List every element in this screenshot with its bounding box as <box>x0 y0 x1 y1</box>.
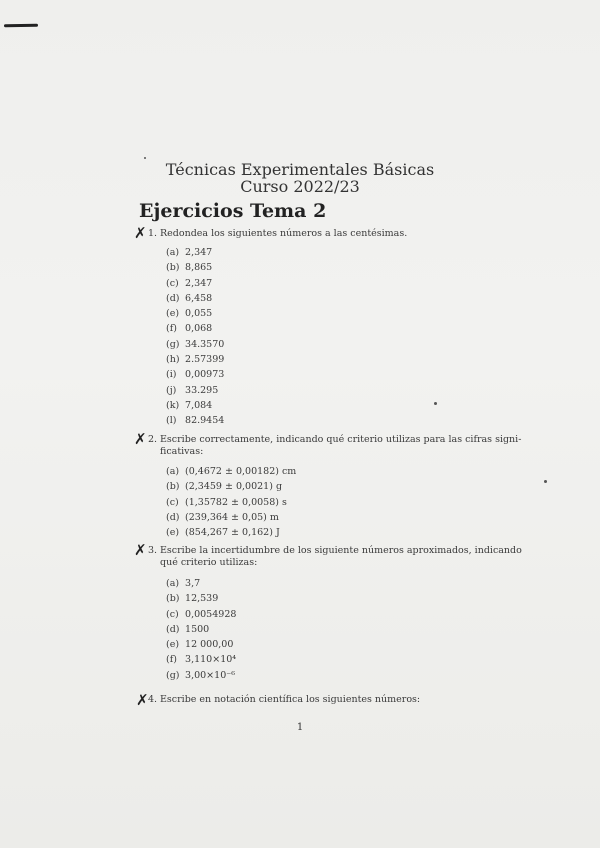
list-item: (a) (0,4672 ± 0,00182) cm <box>166 466 297 477</box>
exercise-1-items <box>166 245 224 429</box>
exercise-2-items <box>166 464 296 540</box>
course-year: Curso 2022/23 <box>240 177 360 196</box>
list-item: (c) (1,35782 ± 0,0058) s <box>166 496 287 508</box>
list-item: (g) 3,00×10⁻⁶ <box>166 669 236 681</box>
list-item: (j) 33.295 <box>166 384 219 396</box>
cross-mark-icon: ✗ <box>134 430 147 448</box>
list-item: (h) 2.57399 <box>166 354 225 366</box>
section-title: Ejercicios Tema 2 <box>139 200 327 222</box>
exercise-2-statement: 2. Escribe correctamente, indicando qué criterio utilizas para las cifras signi- ficativas: <box>148 434 522 457</box>
list-item: (b) 8,865 <box>166 262 213 274</box>
scan-speck <box>544 480 547 483</box>
cross-mark-icon: ✗ <box>134 224 147 242</box>
list-item: (f) 3,110×10⁴ <box>166 654 237 666</box>
list-item: (d) 6,458 <box>166 292 213 304</box>
page-number: 1 <box>296 722 304 733</box>
list-item: (g) 34.3570 <box>166 338 225 350</box>
list-item: (d) (239,364 ± 0,05) m <box>166 511 279 523</box>
list-item: (c) 0,0054928 <box>166 608 237 620</box>
list-item: (d) 1500 <box>166 623 210 635</box>
list-item: (e) 12 000,00 <box>166 639 234 651</box>
list-item: (i) 0,00973 <box>166 369 225 381</box>
list-item: (a) 3,7 <box>166 578 201 589</box>
exercise-number: 1. <box>148 228 158 239</box>
exercise-number: 4. <box>148 694 158 705</box>
course-title: Técnicas Experimentales Básicas <box>165 160 435 179</box>
scan-speck <box>144 157 146 159</box>
exercise-3-statement: 3. Escribe la incertidumbre de los siguiente números aproximados, indicando qué criterio utilizas: <box>148 545 522 568</box>
exercise-3-items <box>166 576 236 683</box>
list-item: (l) 82.9454 <box>166 415 225 427</box>
list-item: (e) (854,267 ± 0,162) J <box>166 527 280 539</box>
exercise-4-statement: 4. Escribe en notación científica los siguientes números: <box>148 694 421 705</box>
list-item: (k) 7,084 <box>166 399 213 411</box>
cross-mark-icon: ✗ <box>134 541 147 559</box>
exercise-number: 2. <box>148 434 158 445</box>
pen-mark <box>4 24 38 28</box>
list-item: (b) 12,539 <box>166 593 219 605</box>
exercise-text: Redondea los siguientes números a las centésimas. <box>160 228 408 239</box>
list-item: (a) 2,347 <box>166 247 213 258</box>
exercise-number: 3. <box>148 545 158 556</box>
list-item: (b) (2,3459 ± 0,0021) g <box>166 481 283 493</box>
list-item: (c) 2,347 <box>166 277 213 289</box>
list-item: (e) 0,055 <box>166 308 213 320</box>
scan-speck <box>434 402 437 405</box>
cross-mark-icon: ✗ <box>136 691 149 709</box>
exercise-1-statement <box>148 228 407 240</box>
list-item: (f) 0,068 <box>166 323 213 335</box>
